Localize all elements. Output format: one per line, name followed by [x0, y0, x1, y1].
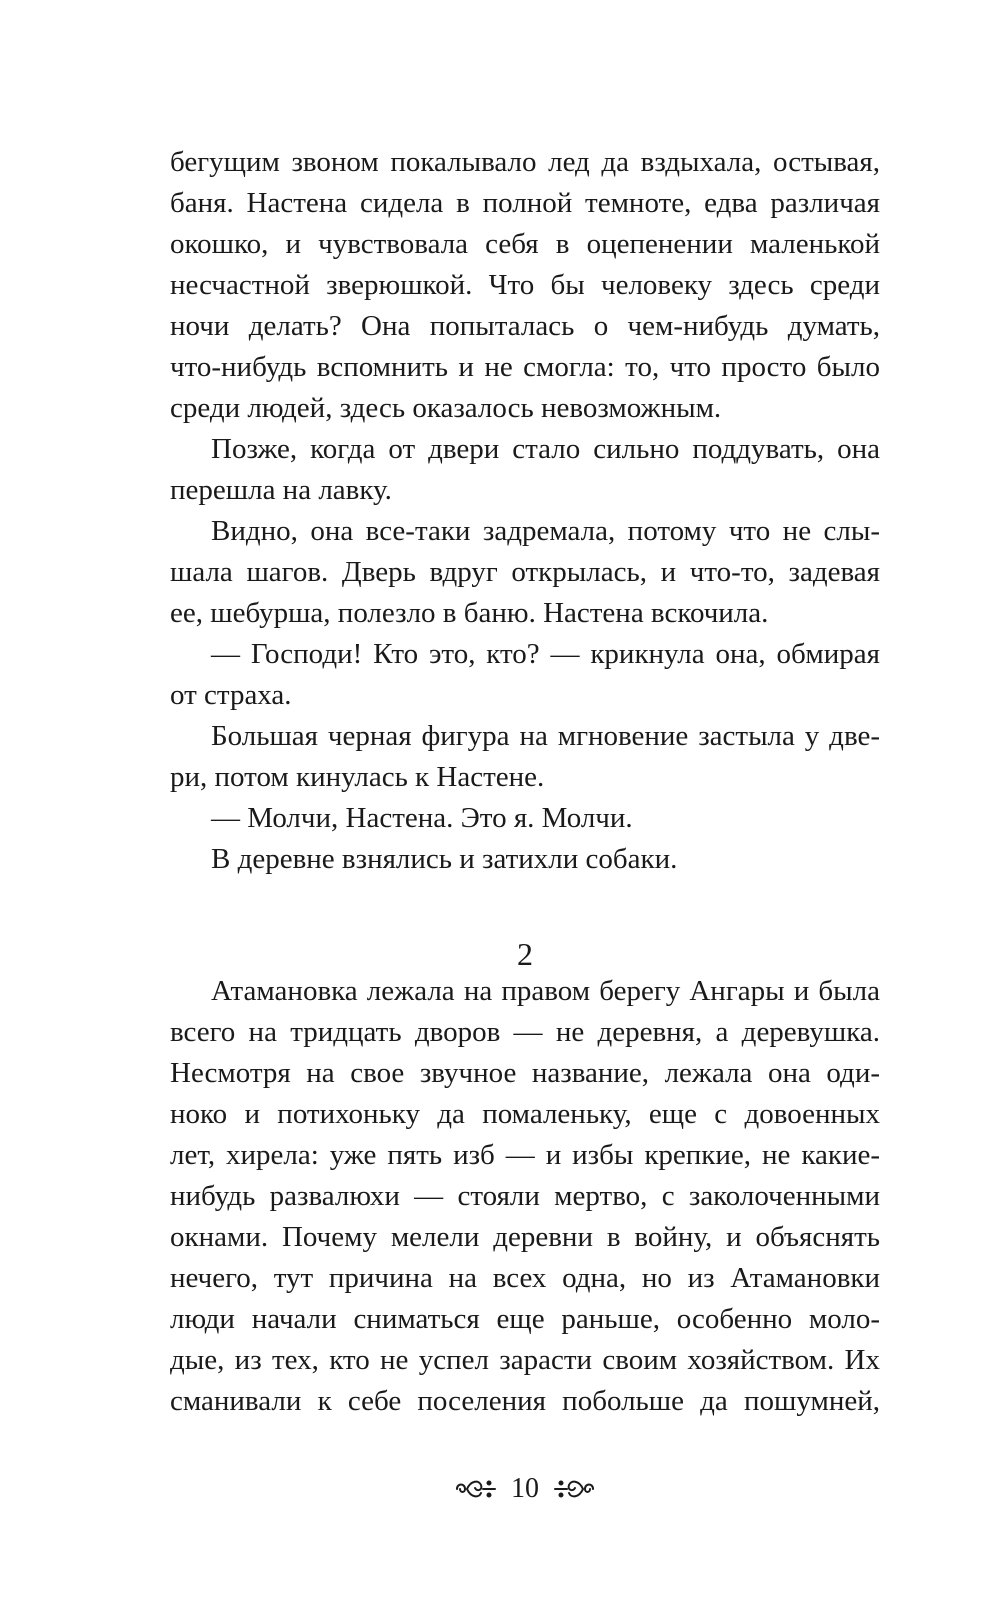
- text-line: ночи делать? Она попыталась о чем-нибудь думать,: [170, 310, 880, 342]
- right-ornament-icon: [553, 1474, 597, 1504]
- text-line: среди людей, здесь оказалось невозможным.: [170, 392, 722, 424]
- text-line: шала шагов. Дверь вдруг открылась, и что-то, задевая: [170, 556, 880, 588]
- text-line: — Молчи, Настена. Это я. Молчи.: [211, 802, 633, 834]
- text-line: окошко, и чувствовала себя в оцепенении маленькой: [170, 228, 880, 260]
- text-line: Несмотря на свое звучное название, лежала она оди-: [170, 1057, 880, 1089]
- text-line: баня. Настена сидела в полной темноте, едва различая: [170, 187, 880, 219]
- text-line: бегущим звоном покалывало лед да вздыхала, остывая,: [170, 146, 880, 178]
- text-line: сманивали к себе поселения побольше да пошумней,: [170, 1385, 880, 1417]
- text-line: дые, из тех, кто не успел зарасти своим хозяйством. Их: [170, 1344, 880, 1376]
- page-footer: [0, 1472, 1000, 1506]
- text-line: перешла на лавку.: [170, 474, 392, 506]
- text-line: нечего, тут причина на всех одна, но из Атамановки: [170, 1262, 880, 1294]
- text-line: несчастной зверюшкой. Что бы человеку здесь среди: [170, 269, 880, 301]
- paragraphs-before-chapter: [170, 142, 880, 880]
- text-line: Большая черная фигура на мгновение застыла у две-: [211, 720, 880, 752]
- text-line: люди начали сниматься еще раньше, особенно моло-: [170, 1303, 880, 1335]
- text-line: В деревне взнялись и затихли собаки.: [211, 843, 678, 875]
- text-line: Позже, когда от двери стало сильно поддувать, она: [211, 433, 880, 465]
- text-line: окнами. Почему мелели деревни в войну, и объяснять: [170, 1221, 880, 1253]
- text-line: Атамановка лежала на правом берегу Ангары и была: [211, 975, 880, 1007]
- text-line: ноко и потихоньку да помаленьку, еще с довоенных: [170, 1098, 880, 1130]
- text-line: всего на тридцать дворов — не деревня, а деревушка.: [170, 1016, 880, 1048]
- text-line: лет, хирела: уже пять изб — и избы крепкие, не какие-: [170, 1139, 880, 1171]
- text-line: ее, шебурша, полезло в баню. Настена вскочила.: [170, 597, 769, 629]
- text-line: Видно, она все-таки задремала, потому что не слы-: [211, 515, 880, 547]
- text-line: от страха.: [170, 679, 292, 711]
- paragraphs-after-chapter: [170, 971, 880, 1422]
- page-number: 10: [511, 1473, 539, 1504]
- chapter-number: 2: [517, 936, 533, 972]
- text-line: что-нибудь вспомнить и не смогла: то, что просто было: [170, 351, 880, 383]
- text-line: ри, потом кинулась к Настене.: [170, 761, 545, 793]
- text-line: — Господи! Кто это, кто? — крикнула она, обмирая: [211, 638, 880, 670]
- left-ornament-icon: [453, 1474, 497, 1504]
- text-line: нибудь развалюхи — стояли мертво, с заколоченными: [170, 1180, 880, 1212]
